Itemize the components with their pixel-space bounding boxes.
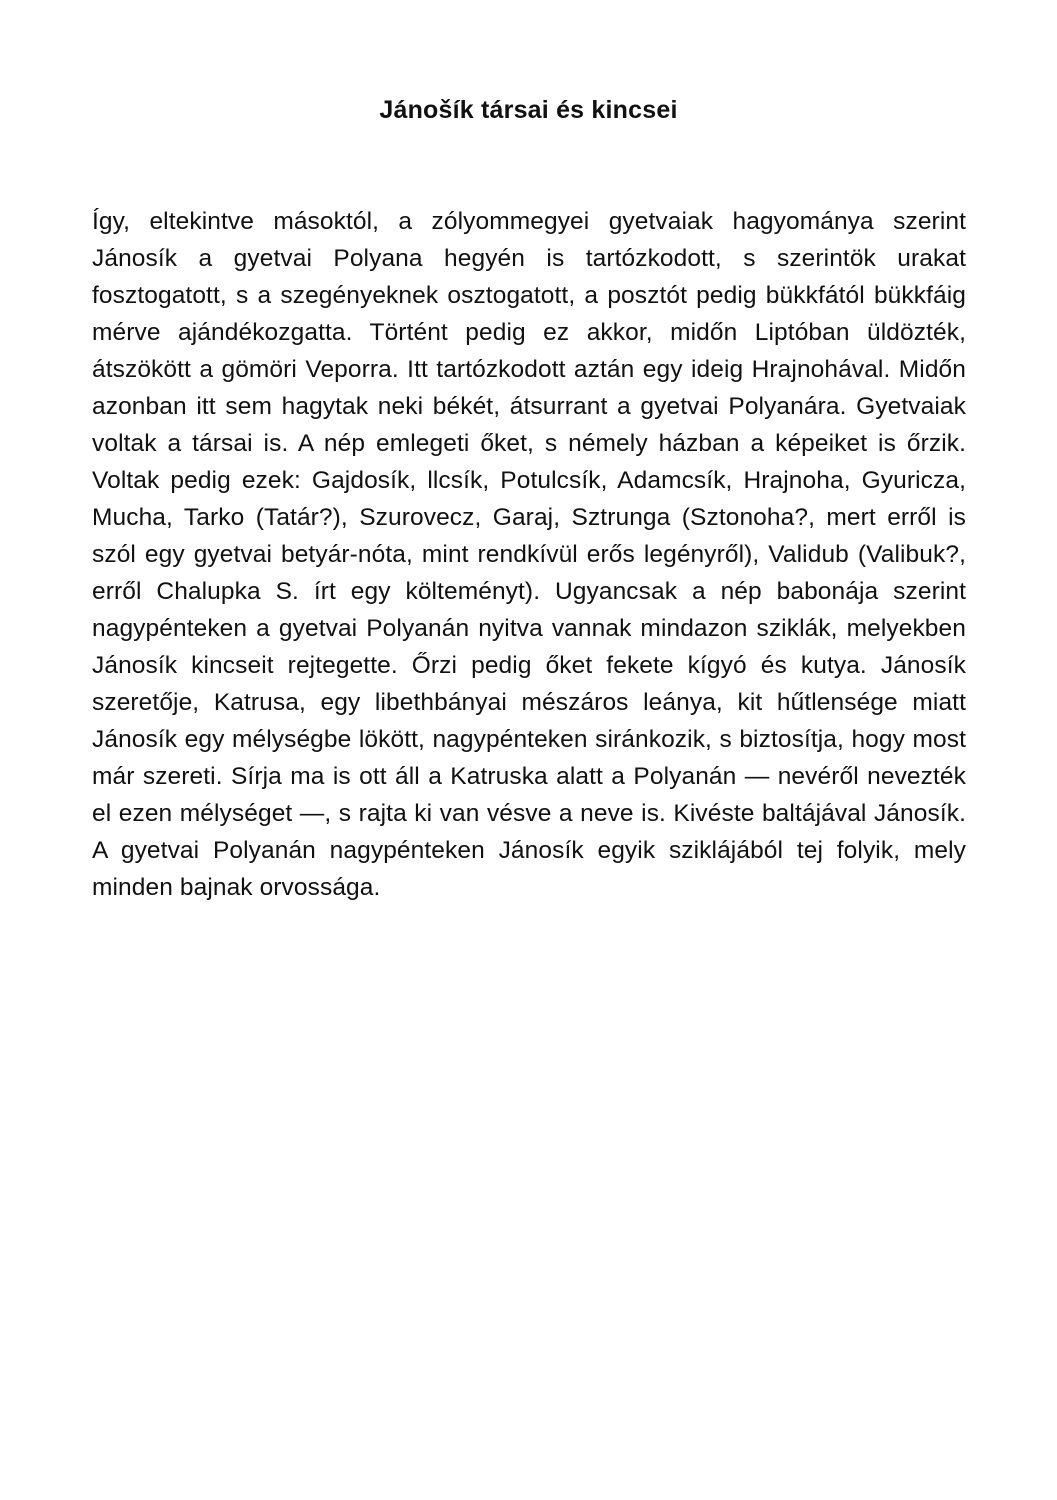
body-paragraph: Így, eltekintve másoktól, a zólyommegyei gyetvaiak hagyománya szerint Jánosík a gyetvai Polyana hegyén is tartózkodott, s szerintök urakat fosztogatott, s a szegényeknek osztogatott, a posztót pedig bükkfától bükkfáig mérve ajándékozgatta. Történt pedig ez akkor, midőn Liptóban üldözték, átszökött a gömöri Veporra. Itt tartózkodott aztán egy ideig Hrajnohával. Midőn azonban itt sem hagytak neki békét, átsurrant a gyetvai Polyanára. Gyetvaiak voltak a társai is. A nép emlegeti őket, s némely házban a képeiket is őrzik. Voltak pedig ezek: Gajdosík, llcsík, Potulcsík, Adamcsík, Hrajnoha, Gyuricza, Mucha, Tarko (Tatár?), Szurovecz, Garaj, Sztrunga (Sztonoha?, mert erről is szól egy gyetvai betyár-nóta, mint rendkívül erős legényről), Validub (Valibuk?, erről Chalupka S. írt egy költeményt). Ugyancsak a nép babonája szerint nagypénteken a gyetvai Polyanán nyitva vannak mindazon sziklák, melyekben Jánosík kincseit rejtegette. Őrzi pedig őket fekete kígyó és kutya. Jánosík szeretője, Katrusa, egy libethbányai mészáros leánya, kit hűtlensége miatt Jánosík egy mélységbe lökött, nagypénteken siránkozik, s biztosítja, hogy most már szereti. Sírja ma is ott áll a Katruska alatt a Polyanán — nevéről nevezték el ezen mélységet —, s rajta ki van vésve a neve is. Kivéste baltájával Jánosík. A gyetvai Polyanán nagypénteken Jánosík egyik sziklájából tej folyik, mely minden bajnak orvossága. [92, 208, 966, 901]
page-title: Jánošík társai és kincsei [379, 96, 678, 124]
